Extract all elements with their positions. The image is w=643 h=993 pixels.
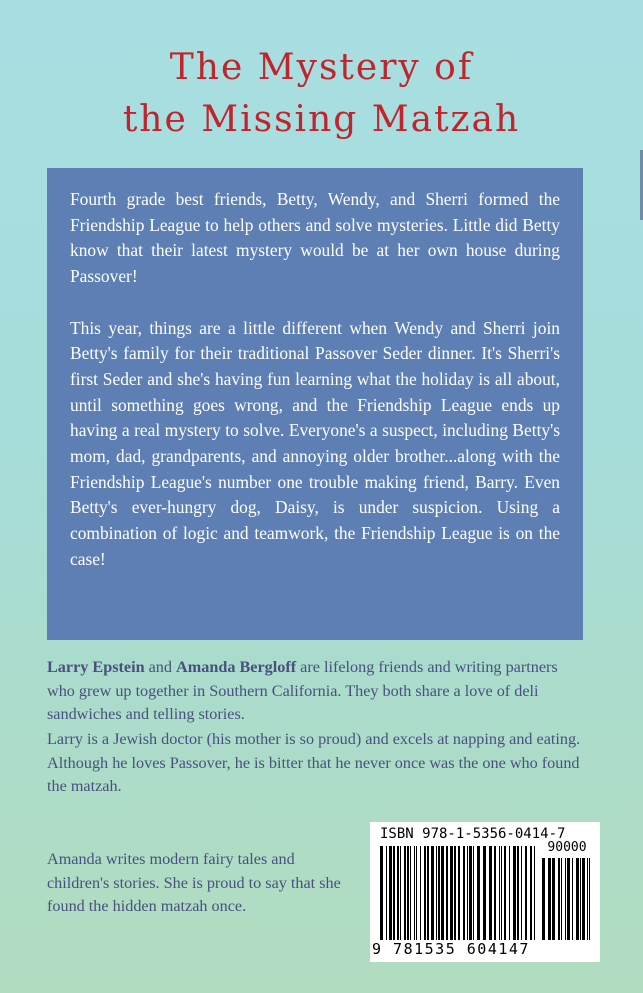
barcode-bar xyxy=(400,846,401,940)
barcode-bar xyxy=(548,858,551,940)
barcode-bar xyxy=(521,846,522,940)
blurb-paragraph-1: Fourth grade best friends, Betty, Wendy, and Sherri formed the Friendship League to help others and solve mysteries. Little did Betty know that their latest mystery would be at her own house during Passover! xyxy=(70,189,560,287)
barcode-bar xyxy=(404,846,406,940)
barcode-bar xyxy=(458,846,460,940)
barcode-bar xyxy=(438,846,440,940)
title-line-2: the Missing Matzah xyxy=(122,99,521,140)
barcode-bar xyxy=(454,846,456,940)
barcode-bar xyxy=(386,846,387,940)
authors-conjunction: and xyxy=(144,658,177,676)
barcode-bar xyxy=(542,858,545,940)
barcode-bar xyxy=(504,846,506,940)
ean-barcode-bars xyxy=(380,846,540,940)
barcode-bar xyxy=(567,858,570,940)
author-name-1: Larry Epstein xyxy=(47,658,145,676)
barcode-bar xyxy=(561,858,562,940)
barcode-bar xyxy=(427,846,429,940)
authors-intro xyxy=(47,656,587,727)
barcode-bar xyxy=(424,846,426,940)
barcode-bar xyxy=(467,846,468,940)
blurb-paragraph-2: This year, things are a little different when Wendy and Sherri join Betty's family for their traditional Passover Seder dinner. It's Sherri's first Seder and she's having fun learning what the holiday is all about, until something goes wrong, and the Friendship League ends up having a real mystery to solve. Everyone's a suspect, including Betty's mom, dad, grandparents, and annoying older brother...along with the Friendship League's number one trouble making friend, Barry. Even Betty's ever-hungry dog, Daisy, is under suspicion. Using a combination of logic and teamwork, the Friendship League is on the case! xyxy=(70,317,560,569)
barcode-bar xyxy=(477,846,480,940)
author-name-2: Amanda Bergloff xyxy=(176,658,297,676)
barcode-bar xyxy=(494,846,496,940)
barcode-bar xyxy=(414,846,415,940)
barcode-bar xyxy=(393,846,395,940)
amanda-bio: Amanda writes modern fairy tales and children's stories. She is proud to say that she found the hidden matzah once. xyxy=(47,850,341,915)
barcode-bar xyxy=(483,846,486,940)
blurb-box xyxy=(47,168,583,640)
ean-digits: 9 781535 604147 xyxy=(372,940,530,958)
barcode-bar xyxy=(525,846,527,940)
barcode-bar xyxy=(501,846,502,940)
barcode-bar xyxy=(534,846,535,940)
barcode-bar xyxy=(446,846,448,940)
barcode-bar xyxy=(587,858,588,940)
barcode-bar xyxy=(499,846,500,940)
barcode-bar xyxy=(576,858,579,940)
barcode-bar xyxy=(450,846,453,940)
barcode-bar xyxy=(552,858,555,940)
barcode-bar xyxy=(389,846,392,940)
addon-barcode-bars xyxy=(542,842,592,940)
barcode-bar xyxy=(420,846,421,940)
larry-bio: Larry is a Jewish doctor (his mother is so proud) and excels at napping and eating. Although he loves Passover, he is bitter that he never once was the one who found the matzah. xyxy=(47,730,581,795)
barcode-bar xyxy=(582,858,585,940)
barcode-bar xyxy=(513,846,516,940)
barcode-bar xyxy=(416,846,417,940)
barcode-bar xyxy=(407,846,409,940)
barcode-bar xyxy=(517,846,519,940)
price-addon-number: 90000 xyxy=(547,840,587,855)
barcode-bar xyxy=(589,858,590,940)
barcode-bar xyxy=(580,858,581,940)
barcode-bar xyxy=(463,846,465,940)
barcode-bar xyxy=(558,858,560,940)
barcode-bar xyxy=(410,846,411,940)
barcode-bar xyxy=(431,846,434,940)
isbn-barcode xyxy=(370,822,600,962)
book-title xyxy=(0,42,643,146)
barcode-bar xyxy=(380,846,383,940)
barcode-bar xyxy=(509,846,510,940)
barcode-bar xyxy=(565,858,566,940)
authors-intro-text: are lifelong friends and writing partners who grew up together in Southern California. They both share a love of deli sandwiches and telling stories. xyxy=(47,658,558,723)
barcode-bar xyxy=(489,846,492,940)
barcode-bar xyxy=(436,846,437,940)
barcode-bar xyxy=(397,846,399,940)
barcode-bar xyxy=(441,846,444,940)
title-line-1: The Mystery of xyxy=(169,47,474,88)
barcode-bar xyxy=(572,858,573,940)
barcode-bar xyxy=(530,846,532,940)
isbn-label: ISBN 978-1-5356-0414-7 xyxy=(380,826,566,842)
barcode-bar xyxy=(469,846,472,940)
barcode-bar xyxy=(473,846,474,940)
